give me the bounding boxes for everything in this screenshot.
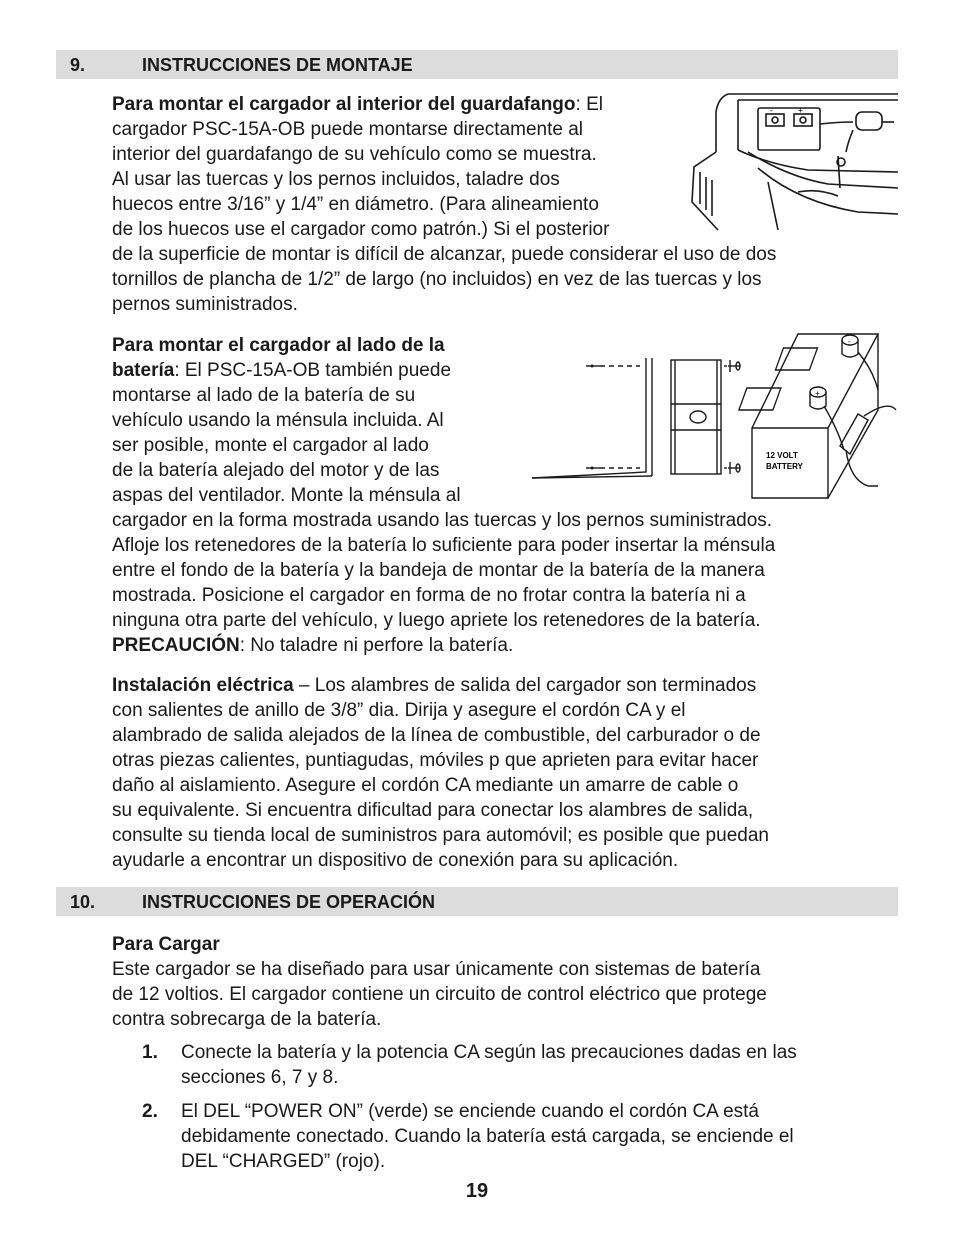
- electrical-heading: Instalación eléctrica: [112, 675, 294, 696]
- battery-label-line-2: BATTERY: [766, 462, 803, 471]
- svg-text:+: +: [798, 106, 803, 115]
- section-number: 9.: [70, 55, 86, 75]
- list-item: 2. El DEL “POWER ON” (verde) se enciende cuando el cordón CA está debidamente conectado. Cuando la batería está cargada, se enciende el DEL “CHARGED” (rojo).: [142, 1101, 794, 1172]
- electrical-installation-paragraph: Instalación eléctrica – Los alambres de salida del cargador son terminados con salientes de anillo de 3/8” dia. Dirija y asegure el cordón CA y el alambrado de salida alejados de la línea de combustible, del carburador o de otras piezas calientes, puntiagudas, móviles p que aprieten para evitar hacer daño al aislamiento. Asegure el cordón CA mediante un amarre de cable o su equivalente. Si encuentra dificultad para conectar los alambres de salida, consulte su tienda local de suministros para automóvil; es posible que puedan ayudarle a encontrar un dispositivo de conexión para su aplicación.: [112, 675, 769, 871]
- section-10-header: [56, 887, 898, 916]
- svg-text:-: -: [770, 106, 773, 115]
- charging-intro: Para Cargar Este cargador se ha diseñado para usar únicamente con sistemas de batería de 12 voltios. El cargador contiene un circuito de control eléctrico que protege contra sobrecarga de la batería.: [112, 934, 767, 1030]
- section-title: INSTRUCCIONES DE OPERACIÓN: [142, 892, 436, 912]
- fender-mount-heading: Para montar el cargador al interior del guardafango: [112, 94, 576, 115]
- battery-side-mount-paragraph: Para montar el cargador al lado de la batería: El PSC-15A-OB también puede montarse al lado de la batería de su vehículo usando la ménsula incluida. Al ser posible, monte el cargador al lado de la batería alejado del motor y de las aspas del ventilador. Monte la ménsula al cargador en la forma mostrada usando las tuercas y los pernos suministrados. Afloje los retenedores de la batería lo suficiente para poder insertar la ménsula entre el fondo de la batería y la bandeja de montar de la batería de la manera mostrada. Posicione el cargador en forma de no frotar contra la batería ni a ninguna otra parte del vehículo, y luego apriete los retenedores de la batería. PRECAUCIÓN: No taladre ni perfore la batería.: [112, 335, 776, 656]
- section-title: INSTRUCCIONES DE MONTAJE: [142, 55, 413, 75]
- battery-label-line-1: 12 VOLT: [766, 451, 798, 460]
- svg-text:+: +: [815, 389, 820, 398]
- fender-mount-illustration: [688, 92, 898, 232]
- caution-label: PRECAUCIÓN: [112, 635, 240, 656]
- battery-side-heading: Para montar el cargador al lado de la: [112, 335, 445, 356]
- page-number: 19: [465, 1180, 489, 1202]
- charging-subheading: Para Cargar: [112, 934, 220, 955]
- section-9-header: [56, 50, 898, 79]
- list-item: 1. Conecte la batería y la potencia CA según las precauciones dadas en las secciones 6, 7 y 8.: [142, 1042, 797, 1088]
- fender-mount-paragraph: Para montar el cargador al interior del guardafango: El cargador PSC-15A-OB puede montarse directamente al interior del guardafango de su vehículo como se muestra. Al usar las tuercas y los pernos incluidos, taladre dos huecos entre 3/16” y 1/4” en diámetro. (Para alineamiento de los huecos use el cargador como patrón.) Si el posterior de la superficie de montar is difícil de alcanzar, puede considerar el uso de dos tornillos de plancha de 1/2” de largo (no incluidos) en vez de las tuercas y los pernos suministrados.: [112, 94, 777, 315]
- battery-bracket-illustration: [528, 330, 898, 502]
- list-item-number: 1.: [142, 1042, 158, 1063]
- svg-text:-: -: [848, 337, 851, 346]
- section-number: 10.: [70, 892, 96, 912]
- list-item-number: 2.: [142, 1101, 158, 1122]
